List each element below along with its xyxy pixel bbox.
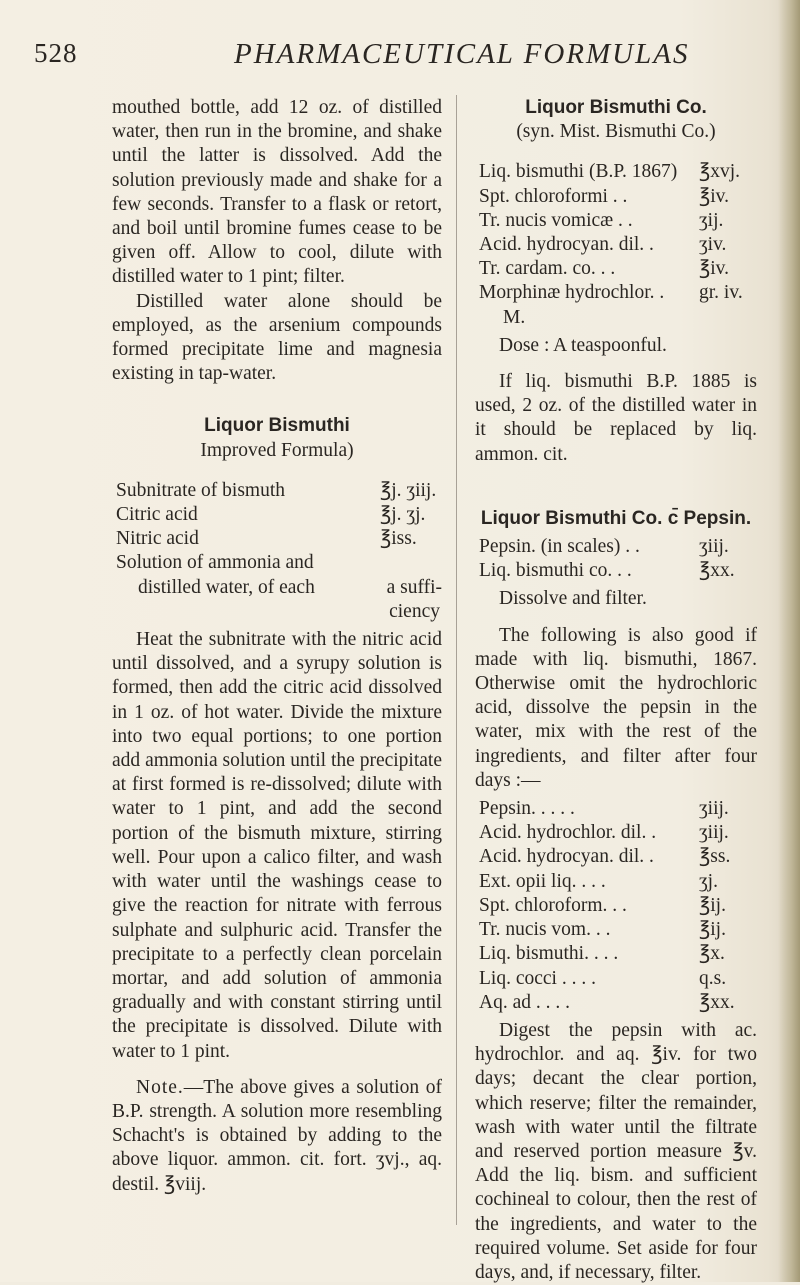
ingredient-name: Morphinæ hydrochlor. .: [479, 282, 665, 304]
page-header: [34, 38, 764, 78]
ingredient-row: [116, 527, 442, 551]
ingredient-quantity: ℥x.: [699, 943, 725, 965]
ingredient-quantity: gr. iv.: [699, 282, 743, 304]
method-paragraph: Heat the subnitrate with the nitric acid until dissolved, and a syrupy solution is formed, then add the citric acid dissolved in 1 oz. of hot water. Divide the mixture into two equal portions; to one portion add ammonia solution until the precipitate at first formed is re-dissolved; dilute with water to 1 pint, and add the second portion of the bismuth mixture, stirring well. Pour upon a calico filter, and wash with water until the washings cease to give the reaction for nitrate with ferrous sulphate and sulphuric acid. Transfer the precipitate to a perfectly clean porcelain mortar, and add solution of ammonia gradually and with constant stirring until the precipitate is dissolved. Dilute with water to 1 pint.: [112, 629, 442, 1062]
dissolve-instruction: Dissolve and filter.: [499, 588, 647, 610]
ingredient-row: [479, 797, 757, 821]
ingredient-name: Liq. bismuthi. . . .: [479, 943, 619, 965]
ingredient-row: [479, 942, 757, 966]
ingredient-quantity: ʒj.: [699, 870, 718, 892]
ingredient-quantity: ʒiij.: [699, 536, 729, 558]
ingredient-row: [479, 918, 757, 942]
alternative-method-paragraph: The following is also good if made with liq. bismuthi, 1867. Otherwise omit the hydrochloric acid, dissolve the pepsin in the water, mix with the rest of the ingredients, and filter after four days :—: [475, 624, 757, 791]
ingredient-quantity: ℥ss.: [699, 846, 731, 868]
ingredient-quantity: ℥ij.: [699, 919, 726, 941]
ingredient-quantity: ℥iv.: [699, 258, 730, 280]
ingredient-name: Tr. cardam. co. . .: [479, 258, 616, 280]
ingredient-name: Pepsin. (in scales) . .: [479, 536, 640, 558]
ingredient-name: Ext. opii liq. . . .: [479, 870, 606, 892]
ingredient-quantity: ℥ij.: [699, 894, 726, 916]
page-number: 528: [34, 38, 78, 68]
ingredient-row: [479, 559, 757, 583]
ingredient-row: [116, 576, 442, 600]
ingredient-quantity: ℥xx.: [699, 991, 735, 1013]
ingredient-name: Acid. hydrocyan. dil. .: [479, 234, 654, 256]
ingredient-row: [116, 551, 442, 575]
column-divider: [456, 95, 457, 1225]
ingredient-list-alternative: [479, 797, 757, 1015]
ingredient-quantity: ℥iv.: [699, 185, 730, 207]
section-heading-liquor-bismuthi-co: Liquor Bismuthi Co.: [525, 97, 707, 118]
ingredient-quantity: ʒij.: [699, 209, 724, 231]
ingredient-row: [479, 209, 757, 233]
ingredient-name: Citric acid: [116, 504, 198, 526]
ingredient-name: Liq. bismuthi (B.P. 1867): [479, 161, 678, 183]
note-paragraph: [112, 1076, 442, 1197]
ingredient-name: Tr. nucis vomicæ . .: [479, 209, 633, 231]
synonym-line: (syn. Mist. Bismuthi Co.): [516, 121, 716, 143]
ingredient-quantity: ʒiv.: [699, 234, 727, 256]
dose-line: Dose : A teaspoonful.: [499, 334, 667, 356]
section-subheading-improved-formula: Improved Formula): [200, 439, 354, 461]
section-heading-liquor-bismuthi: Liquor Bismuthi: [204, 415, 350, 437]
ingredient-quantity: ℥xx.: [699, 560, 735, 582]
ingredient-row: [479, 160, 757, 184]
ingredient-row: [479, 185, 757, 209]
page-edge-shadow: [778, 0, 800, 1282]
ingredient-name: Acid. hydrocyan. dil. .: [479, 846, 654, 868]
ingredient-row: [479, 281, 757, 305]
ingredient-name: Tr. nucis vom. . .: [479, 919, 611, 941]
ingredient-list-pepsin: [479, 535, 757, 583]
misce-instruction: M.: [503, 306, 526, 328]
bp-1885-note: If liq. bismuthi B.P. 1885 is used, 2 oz. of the distilled water in it should be replaced by liq. ammon. cit.: [475, 371, 757, 465]
ingredient-quantity: ℥j. ʒiij.: [380, 479, 437, 501]
ingredient-row: [479, 870, 757, 894]
ingredient-quantity: ℥xvj.: [699, 161, 741, 183]
ingredient-name: Liq. cocci . . . .: [479, 967, 596, 989]
ingredient-quantity: a suffi-: [386, 576, 442, 598]
ingredient-name: distilled water, of each: [138, 576, 315, 598]
ingredient-name: Solution of ammonia and: [116, 552, 314, 574]
ingredient-list-liquor-bismuthi-co: [479, 160, 757, 329]
ingredient-row: [479, 257, 757, 281]
ingredient-row: [479, 967, 757, 991]
ingredient-name: Pepsin. . . . .: [479, 798, 575, 820]
section-heading-liquor-bismuthi-co-pepsin: Liquor Bismuthi Co. c̄ Pepsin.: [480, 507, 752, 529]
ingredient-name: Liq. bismuthi co. . .: [479, 560, 632, 582]
ingredient-row: [479, 845, 757, 869]
ingredient-quantity: q.s.: [699, 967, 727, 989]
ingredient-row: [479, 821, 757, 845]
ingredient-name: Spt. chloroformi . .: [479, 185, 628, 207]
continuation-paragraph: mouthed bottle, add 12 oz. of distilled water, then run in the bromine, and shake until the latter is dissolved. Add the solution previously made and shake for a few seconds. Transfer to a flask or retort, and boil until bromine fumes cease to be given off. Allow to cool, dilute with distilled water to 1 pint; filter.: [112, 97, 442, 288]
ingredient-row: [116, 503, 442, 527]
ingredient-quantity-continuation: ciency: [389, 600, 440, 622]
digest-instructions: Digest the pepsin with ac. hydrochlor. and aq. ℥iv. for two days; decant the clear portion, which reserve; filter the remainder, wash with water until the filtrate and reserved portion measure ℥v. Add the liq. bism. and sufficient cochineal to colour, then the rest of the ingredients, and water to the required volume. Set aside for four days, and, if necessary, filter.: [475, 1019, 757, 1283]
running-title: PHARMACEUTICAL FORMULAS: [234, 38, 690, 70]
ingredient-list-liquor-bismuthi: [116, 479, 442, 624]
ingredient-quantity: ℥iss.: [380, 528, 417, 550]
ingredient-row: [116, 479, 442, 503]
ingredient-name: Acid. hydrochlor. dil. .: [479, 822, 657, 844]
ingredient-name: Subnitrate of bismuth: [116, 479, 285, 501]
ingredient-quantity: ʒiij.: [699, 822, 729, 844]
note-text: —The above gives a solution of B.P. strength. A solution more resembling Schacht's is obtained by adding to the above liquor. ammon. cit. fort. ʒvj., aq. destil. ℥viij.: [112, 1076, 442, 1195]
left-column: [112, 96, 442, 1197]
ingredient-quantity: [374, 551, 442, 575]
ingredient-quantity: ʒiij.: [699, 798, 729, 820]
distilled-water-note: Distilled water alone should be employed, as the arsenium compounds formed precipitate lime and magnesia existing in tap-water.: [112, 290, 442, 385]
ingredient-row: [479, 894, 757, 918]
ingredient-name: Aq. ad . . . .: [479, 991, 570, 1013]
ingredient-row: [479, 233, 757, 257]
note-label: Note.: [136, 1076, 184, 1098]
ingredient-row: [479, 535, 757, 559]
right-column: [475, 96, 757, 1285]
ingredient-name: Nitric acid: [116, 528, 199, 550]
ingredient-row: [479, 991, 757, 1015]
ingredient-quantity: ℥j. ʒj.: [380, 504, 426, 526]
ingredient-name: Spt. chloroform. . .: [479, 894, 627, 916]
